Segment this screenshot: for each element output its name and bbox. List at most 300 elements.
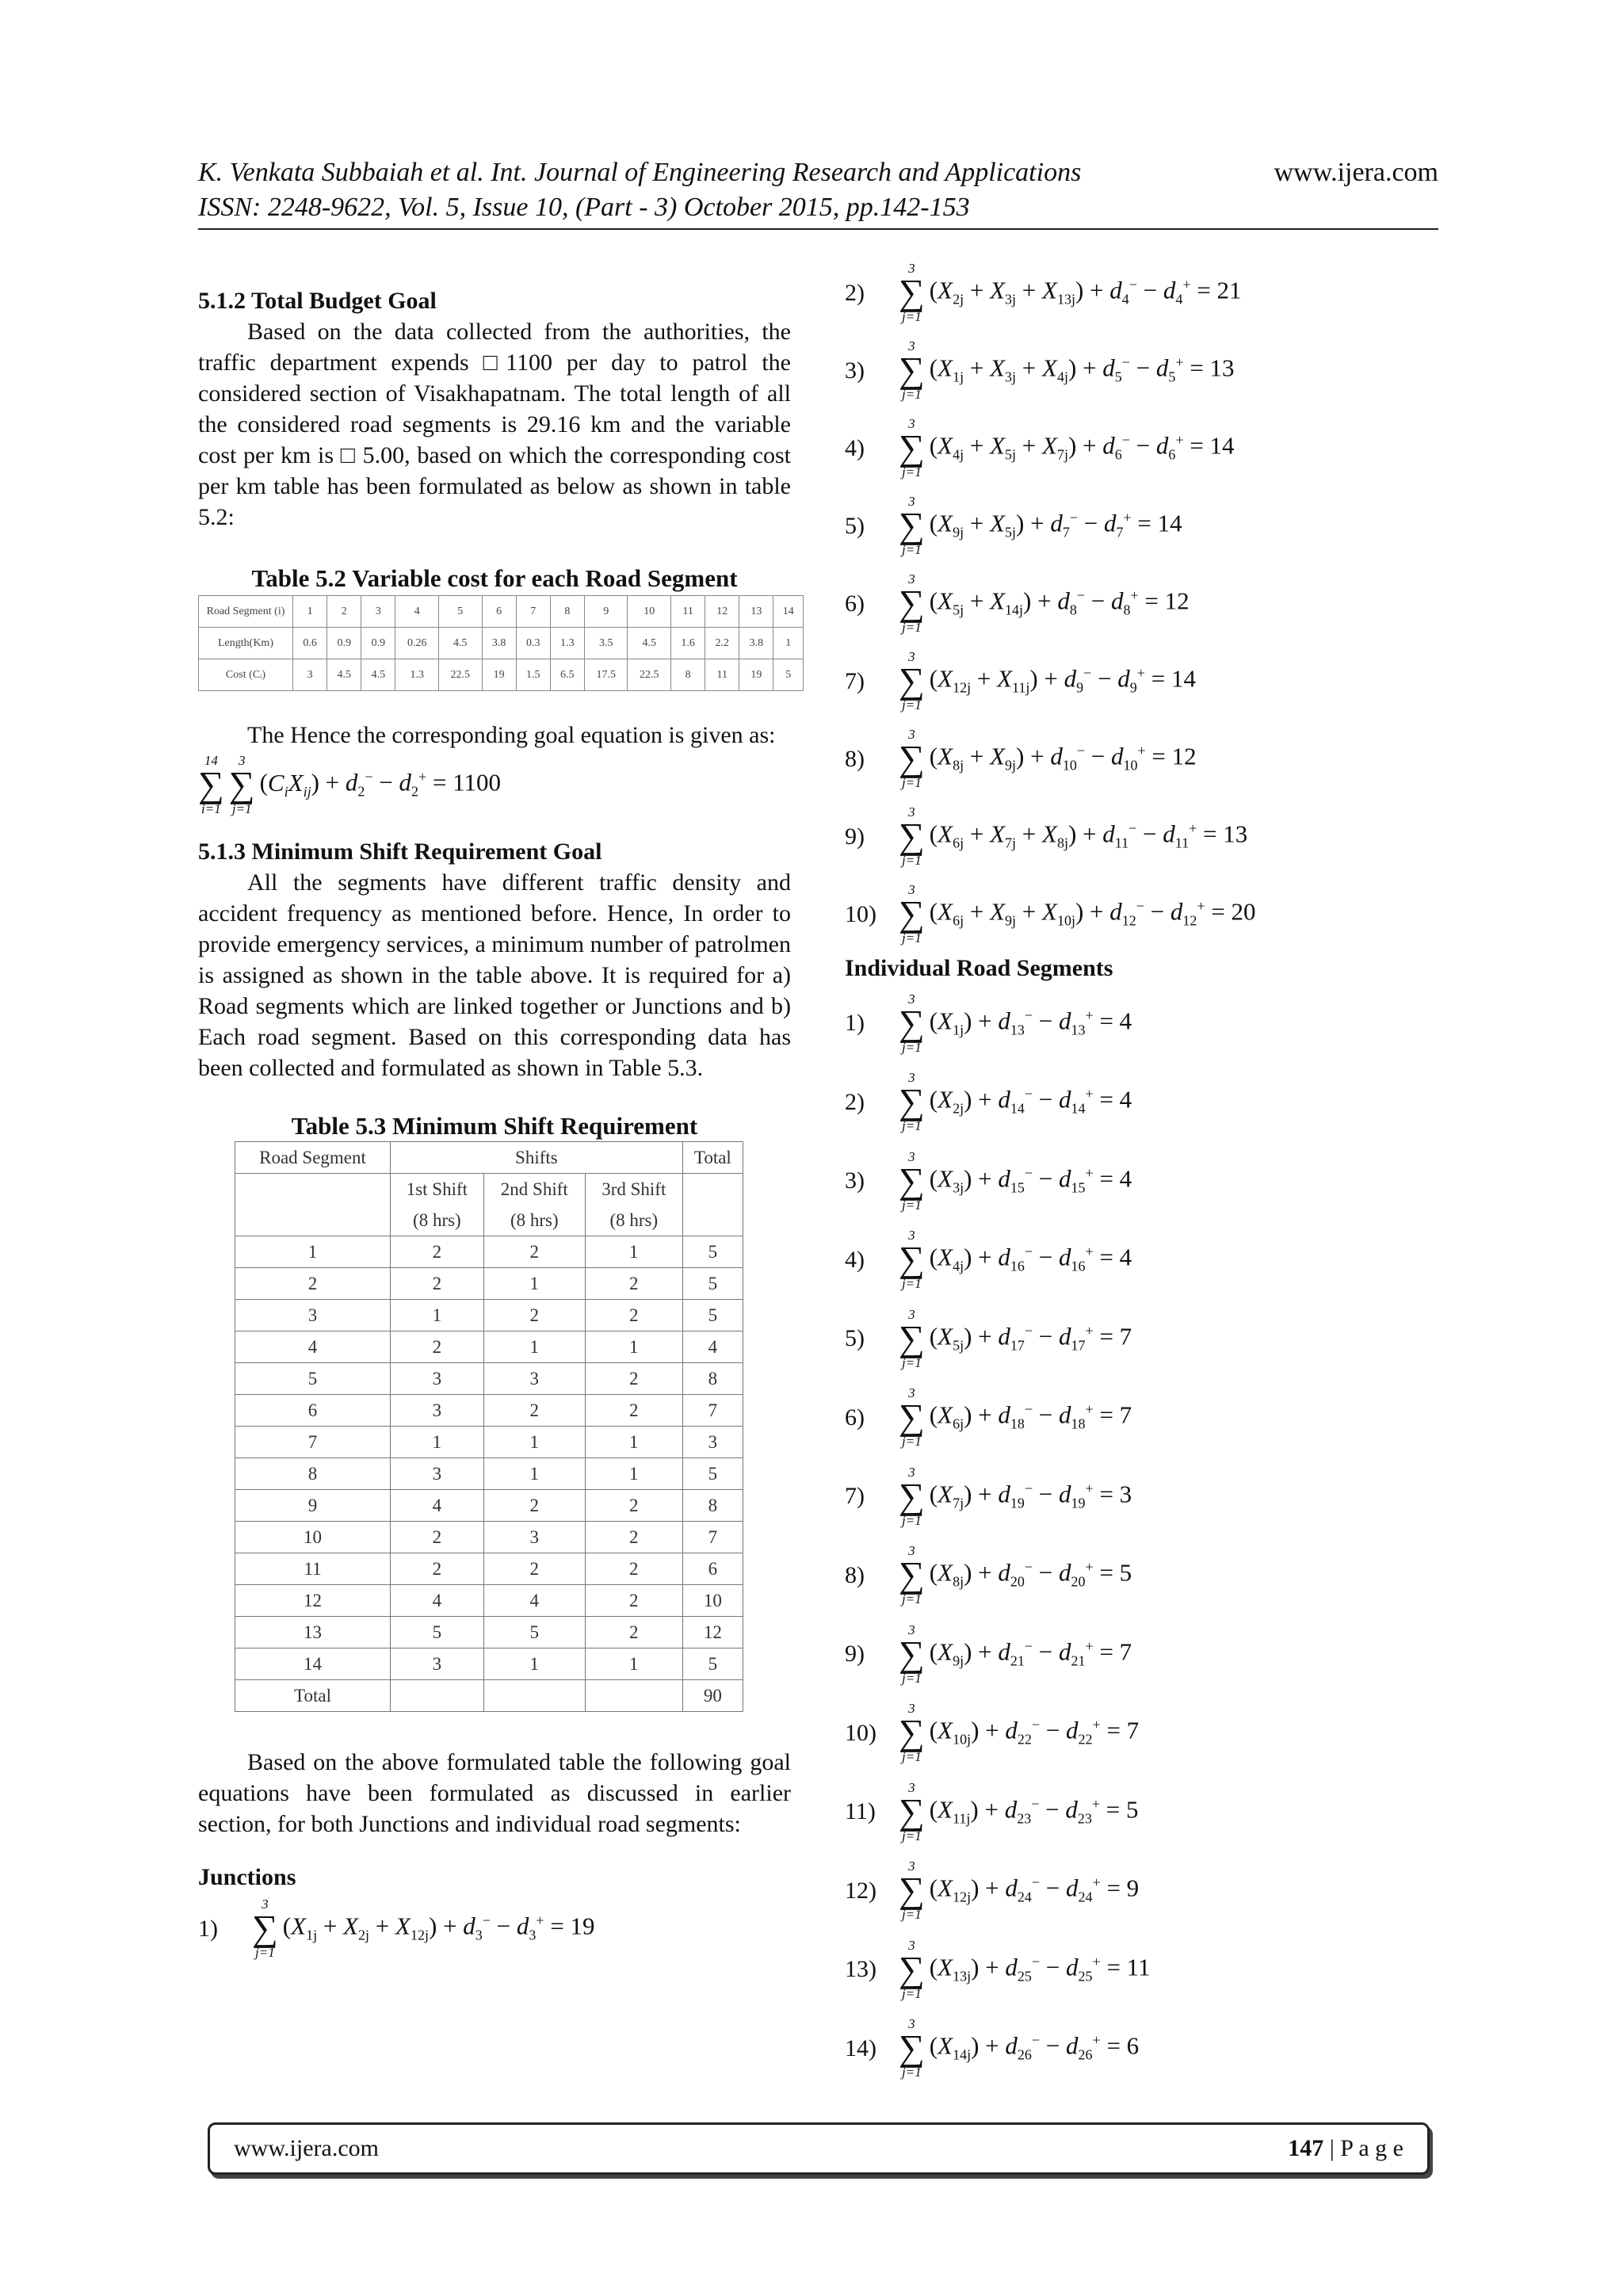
table-row [235, 1268, 743, 1300]
table-cell: 2 [483, 1553, 585, 1585]
table-cell: 5 [235, 1363, 391, 1395]
summation-symbol [899, 1939, 925, 2000]
after-table-text: Based on the above formulated table the following goal equations have been formulated as discussed in earlier section, for both Junctions and individual road segments: [198, 1749, 791, 1837]
summation-symbol [899, 1465, 925, 1527]
table-cell: 17.5 [584, 659, 628, 691]
equation-rhs: 7 [1126, 1716, 1140, 1744]
table-row [235, 1553, 743, 1585]
table-cell: 2 [235, 1268, 391, 1300]
header-authors-journal: K. Venkata Subbaiah et al. Int. Journal of Engineering Research and Applications [198, 158, 1082, 187]
table-row [235, 1458, 743, 1490]
table-cell: Road Segment (i) [199, 596, 293, 628]
equation-number: 11) [845, 1798, 876, 1825]
table-row [235, 1300, 743, 1331]
junctions-heading: Junctions [198, 1864, 296, 1890]
sigma-glyph: ∑ [899, 505, 925, 545]
summation-symbol [899, 572, 925, 634]
junction-equation [845, 642, 1447, 720]
junction-equation [845, 331, 1447, 409]
table-cell: 0.6 [293, 628, 327, 659]
equation-body: $(X_{1j} + X_{3j} + X_{4j}) + d_5^- - d_5^+ = 13$ [929, 353, 1235, 385]
table-cell: 4 [235, 1331, 391, 1363]
junction-equations-left [198, 1893, 791, 1964]
sum-lower-limit: j=1 [902, 620, 922, 635]
summation-symbol [899, 262, 925, 323]
equation-body: $(X_{2j} + X_{3j} + X_{13j}) + d_4^- - d_4^+ = 21$ [929, 276, 1242, 308]
segment-equation [845, 1378, 1447, 1457]
sigma-glyph: ∑ [899, 660, 925, 701]
sum-upper-limit: 3 [908, 1543, 915, 1559]
section-body-513: All the segments have different traffic density and accident frequency as mentioned before. Hence, In order to provide emergency services, a minimum number of patrolmen is assigned as shown in the table above. It is required for a) Road segments which are linked together or Junctions and b) Each road segment. Based on this corresponding data has been collected and formulated as shown in Table 5.3. [198, 869, 791, 1081]
equation-body: $(X_{5j}) + d_{17}^- - d_{17}^+ = 7$ [929, 1322, 1132, 1354]
sum-upper-limit: 3 [908, 1070, 915, 1086]
junction-equation [198, 1893, 791, 1964]
table-cell: 1.6 [671, 628, 705, 659]
equation-number: 6) [845, 1404, 865, 1431]
col-total: Total [682, 1142, 743, 1174]
table-cell: 22.5 [438, 659, 482, 691]
sum-upper-limit: 3 [908, 1385, 915, 1401]
table-cell: 2 [585, 1268, 682, 1300]
table-cell: 9 [235, 1490, 391, 1522]
table-cell: 10 [628, 596, 671, 628]
sum-lower-limit: j=1 [902, 1354, 922, 1370]
table-cell: 1 [585, 1458, 682, 1490]
sum-upper-limit: 3 [908, 1937, 915, 1953]
page-footer [208, 2122, 1430, 2175]
equation-rhs: 4 [1119, 1164, 1132, 1193]
summation-symbol [899, 1228, 925, 1290]
page-number: 147 [1288, 2135, 1324, 2161]
segment-equation [845, 1063, 1447, 1142]
segment-equation [845, 1457, 1447, 1536]
table-cell: 19 [482, 659, 516, 691]
equation-rhs: 6 [1126, 2031, 1140, 2060]
sum-upper-limit: 3 [908, 804, 915, 819]
table-cell: 2 [585, 1490, 682, 1522]
table-cell: 2 [483, 1395, 585, 1427]
table-cell: 3.8 [482, 628, 516, 659]
segment-equations [845, 984, 1447, 2088]
table-row [235, 1331, 743, 1363]
equation-rhs: 4 [1119, 1243, 1132, 1271]
table-cell: 1 [483, 1648, 585, 1680]
sigma-glyph: ∑ [899, 1790, 925, 1832]
equation-body: $(X_{13j}) + d_{25}^- - d_{25}^+ = 11$ [929, 1953, 1151, 1985]
table-cell: 4 [395, 596, 439, 628]
table-cell: 2.2 [705, 628, 739, 659]
sigma-glyph: ∑ [899, 1554, 925, 1595]
table-cell: 0.9 [327, 628, 361, 659]
equation-rhs: 19 [570, 1912, 595, 1940]
segment-equation [845, 1536, 1447, 1615]
summation-symbol [899, 495, 925, 556]
table-cell: Length(Km) [199, 628, 293, 659]
sum-lower-limit: j=1 [902, 464, 922, 479]
table-cell: 2 [391, 1236, 484, 1268]
equation-number: 14) [845, 2034, 876, 2061]
table-row [235, 1363, 743, 1395]
summation-symbol [899, 1623, 925, 1685]
table-cell: 1 [585, 1427, 682, 1458]
table-row [235, 1585, 743, 1617]
shift1-label: 1st Shift [406, 1179, 468, 1199]
sum-lower-limit: j=1 [902, 853, 922, 868]
table-cell: 2 [391, 1553, 484, 1585]
equation-body: $(X_{14j}) + d_{26}^- - d_{26}^+ = 6$ [929, 2031, 1140, 2063]
table-cell: 0.9 [361, 628, 395, 659]
equation-rhs: 7 [1119, 1322, 1132, 1350]
sum-lower-limit: j=1 [902, 1512, 922, 1528]
equation-number: 4) [845, 434, 865, 461]
sum-lower-limit: j=1 [902, 1039, 922, 1055]
summation-symbol [899, 1308, 925, 1370]
equation-number: 10) [845, 900, 876, 927]
sum-upper-limit: 3 [908, 882, 915, 897]
equation-body: $(X_{4j}) + d_{16}^- - d_{16}^+ = 4$ [929, 1243, 1132, 1274]
table-cell: 7 [682, 1395, 743, 1427]
sum-lower-limit: j=1 [902, 2065, 922, 2080]
table-cell: 3 [483, 1522, 585, 1553]
equation-rhs: 12 [1171, 742, 1197, 770]
equation-body: $(X_{9j} + X_{5j}) + d_7^- - d_7^+ = 14$ [929, 509, 1182, 541]
table-cell: 3 [391, 1458, 484, 1490]
table-row [235, 1522, 743, 1553]
sum-lower-limit: j=1 [902, 309, 922, 324]
equation-rhs: 13 [1209, 353, 1235, 382]
sum-limit: 3 [238, 753, 246, 768]
segment-equation [845, 1772, 1447, 1851]
table-cell: 2 [585, 1363, 682, 1395]
table-cell: 3.8 [739, 628, 773, 659]
equation-rhs: 5 [1119, 1558, 1132, 1587]
summation-symbol [899, 728, 925, 789]
table-cell: 19 [739, 659, 773, 691]
table-cell: 8 [550, 596, 584, 628]
col-road-segment: Road Segment [235, 1142, 391, 1174]
table-cell: 1 [585, 1236, 682, 1268]
sum-limit: j=1 [231, 801, 252, 816]
equation-number: 2) [845, 279, 865, 306]
sigma-glyph: ∑ [899, 583, 925, 623]
equation-body: $(X_{9j}) + d_{21}^- - d_{21}^+ = 7$ [929, 1637, 1132, 1669]
segment-equation [845, 1221, 1447, 1300]
table-cell: 2 [483, 1490, 585, 1522]
equation-rhs: 13 [1223, 819, 1248, 848]
table-cell: 14 [773, 596, 804, 628]
equation-body: $(X_{6j}) + d_{18}^- - d_{18}^+ = 7$ [929, 1400, 1132, 1432]
total-value: 90 [682, 1680, 743, 1712]
sigma-glyph: ∑ [899, 272, 925, 312]
table-cell: 0.26 [395, 628, 439, 659]
summation-symbol [899, 1386, 925, 1448]
sum-upper-limit: 3 [908, 2016, 915, 2032]
sum-lower-limit: j=1 [902, 1907, 922, 1923]
table-cell: 5 [682, 1458, 743, 1490]
sum-upper-limit: 3 [908, 1701, 915, 1717]
equation-body: $(X_{11j}) + d_{23}^- - d_{23}^+ = 5$ [929, 1795, 1139, 1827]
table-cell: 1 [391, 1427, 484, 1458]
equation-rhs: 4 [1119, 1007, 1132, 1035]
table-cell: 3 [391, 1395, 484, 1427]
sum-lower-limit: j=1 [902, 697, 922, 712]
table-cell: 10 [235, 1522, 391, 1553]
segment-equation [845, 2009, 1447, 2088]
left-column [198, 285, 794, 1964]
equation-body: $(X_{1j}) + d_{13}^- - d_{13}^+ = 4$ [929, 1007, 1132, 1038]
segment-equation [845, 1694, 1447, 1773]
equation-body: $(X_{12j} + X_{11j}) + d_9^- - d_9^+ = 14$ [929, 664, 1196, 696]
sum-upper-limit: 3 [908, 1779, 915, 1795]
summation-symbol [899, 1071, 925, 1133]
sum-lower-limit: j=1 [902, 1276, 922, 1292]
table-cell: 9 [584, 596, 628, 628]
table-cell: 8 [682, 1490, 743, 1522]
equation-rhs: 11 [1126, 1953, 1151, 1981]
equation-rhs: 14 [1157, 509, 1182, 537]
table-cell: 2 [585, 1522, 682, 1553]
equation-number: 2) [845, 1088, 865, 1115]
table-cell: 6 [682, 1553, 743, 1585]
table-cell: 5 [391, 1617, 484, 1648]
junction-equations-right [845, 254, 1447, 953]
table-cell: 11 [705, 659, 739, 691]
equation-rhs: 3 [1119, 1480, 1132, 1508]
table-cell: 3 [235, 1300, 391, 1331]
table-row [235, 1395, 743, 1427]
table-cell: 8 [682, 1363, 743, 1395]
table-cell: 1 [483, 1331, 585, 1363]
table-cell: 1 [585, 1648, 682, 1680]
table-cell: 1 [483, 1427, 585, 1458]
total-label: Total [235, 1680, 391, 1712]
header-rule [198, 228, 1438, 230]
sum-lower-limit: j=1 [902, 1591, 922, 1607]
shift3-label: 3rd Shift [601, 1179, 666, 1199]
table-row [199, 628, 804, 659]
table-cell: 1.3 [550, 628, 584, 659]
sigma-glyph: ∑ [899, 1239, 925, 1280]
table-cell: 5 [773, 659, 804, 691]
table-cell: 2 [391, 1268, 484, 1300]
table-cell: 7 [682, 1522, 743, 1553]
sum-lower-limit: j=1 [902, 930, 922, 946]
table-cell: 3 [483, 1363, 585, 1395]
table-cell: 1 [773, 628, 804, 659]
sum-upper-limit: 3 [908, 416, 915, 431]
table-cell: 5 [682, 1268, 743, 1300]
sum-upper-limit: 3 [908, 1464, 915, 1480]
sum-lower-limit: j=1 [902, 1749, 922, 1765]
segment-equation [845, 1141, 1447, 1221]
table-cell: 11 [235, 1553, 391, 1585]
table-cell: 2 [391, 1522, 484, 1553]
table-cell: 3 [682, 1427, 743, 1458]
table-cell: 1 [235, 1236, 391, 1268]
summation-symbol [899, 1859, 925, 1921]
table-cell: 2 [585, 1617, 682, 1648]
sum-lower-limit: j=1 [902, 387, 922, 402]
table-cell: 1.5 [516, 659, 550, 691]
shift-hrs: (8 hrs) [510, 1210, 559, 1230]
equation-body: $(X_{3j}) + d_{15}^- - d_{15}^+ = 4$ [929, 1164, 1132, 1196]
equation-body: $(X_{7j}) + d_{19}^- - d_{19}^+ = 3$ [929, 1480, 1132, 1511]
table-cell: 12 [682, 1617, 743, 1648]
summation-symbol [899, 417, 925, 479]
sigma-glyph: ∑ [899, 738, 925, 778]
equation-body: $(X_{10j}) + d_{22}^- - d_{22}^+ = 7$ [929, 1716, 1140, 1748]
sigma-glyph: ∑ [899, 893, 925, 934]
sum-upper-limit: 3 [908, 571, 915, 586]
table-cell: 10 [682, 1585, 743, 1617]
section-heading-512: 5.1.2 Total Budget Goal [198, 288, 437, 314]
table-cell: 13 [739, 596, 773, 628]
header-url[interactable]: www.ijera.com [1274, 158, 1438, 187]
summation-symbol [899, 2017, 925, 2079]
equation-number: 5) [845, 512, 865, 539]
equation-rhs: 5 [1126, 1795, 1139, 1824]
equation-number: 4) [845, 1246, 865, 1273]
equation-number: 6) [845, 590, 865, 617]
equation-rhs: 7 [1119, 1637, 1132, 1666]
sum-upper-limit: 3 [908, 1622, 915, 1637]
table-cell: 7 [516, 596, 550, 628]
equation-body: $(X_{12j}) + d_{24}^- - d_{24}^+ = 9$ [929, 1874, 1140, 1905]
equation-rhs: 20 [1231, 897, 1256, 926]
table-cell: 6 [235, 1395, 391, 1427]
table-row [235, 1490, 743, 1522]
sigma-glyph: ∑ [899, 1396, 925, 1438]
table-cell: 8 [235, 1458, 391, 1490]
equation-body: $(X_{6j} + X_{9j} + X_{10j}) + d_{12}^- - d_{12}^+ = 20$ [929, 897, 1256, 929]
equation-body: $(X_{5j} + X_{14j}) + d_8^- - d_8^+ = 12$ [929, 586, 1190, 618]
equation-number: 13) [845, 1956, 876, 1983]
sum-upper-limit: 3 [908, 1306, 915, 1322]
sum-lower-limit: j=1 [902, 1118, 922, 1134]
col-shifts: Shifts [391, 1142, 683, 1174]
summation-symbol [899, 883, 925, 945]
table-cell: 3 [293, 659, 327, 691]
equation-rhs: 14 [1209, 431, 1235, 460]
header-issn: ISSN: 2248-9622, Vol. 5, Issue 10, (Part - 3) October 2015, pp.142-153 [198, 193, 970, 223]
equation-body: $(X_{8j} + X_{9j}) + d_{10}^- - d_{10}^+ = 12$ [929, 742, 1197, 774]
segment-equation [845, 1930, 1447, 2009]
sigma-glyph: ∑ [899, 1002, 925, 1043]
sum-lower-limit: j=1 [902, 542, 922, 557]
right-column [845, 254, 1447, 2088]
junction-equation [845, 409, 1447, 487]
sigma-glyph: ∑ [899, 427, 925, 468]
section-body-512: Based on the data collected from the authorities, the traffic department expends □1100 per day to patrol the considered section of Visakhapatnam. The total length of all the considered road segments is 29.16 km and the variable cost per km is □ 5.00, based on which the corresponding cost per km table has been formulated as below as shown in table 5.2: [198, 319, 791, 530]
sum-lower-limit: j=1 [902, 1197, 922, 1213]
table-cell: 4.5 [628, 628, 671, 659]
sum-limit: 14 [204, 753, 218, 768]
min-shift-table [235, 1141, 743, 1712]
sum-upper-limit: 3 [908, 727, 915, 742]
table-cell: 2 [585, 1585, 682, 1617]
sum-lower-limit: j=1 [902, 1985, 922, 2001]
equation-number: 10) [845, 1719, 876, 1746]
table-cell: Cost (Cᵢ) [199, 659, 293, 691]
table-cell: 11 [671, 596, 705, 628]
table-cell: 1 [483, 1268, 585, 1300]
sum-upper-limit: 3 [908, 649, 915, 664]
table-cell: 12 [705, 596, 739, 628]
junction-equation [845, 487, 1447, 564]
table-cell: 3 [391, 1363, 484, 1395]
table-cell: 5 [483, 1617, 585, 1648]
table-row [235, 1236, 743, 1268]
equation-number: 1) [198, 1915, 218, 1942]
equation-number: 8) [845, 745, 865, 772]
sigma-glyph: ∑ [899, 1317, 925, 1358]
equation-number: 1) [845, 1010, 865, 1037]
table-row [235, 1648, 743, 1680]
equation-number: 9) [845, 1641, 865, 1668]
table-cell: 6 [482, 596, 516, 628]
table-cell: 5 [682, 1648, 743, 1680]
table-cell: 13 [235, 1617, 391, 1648]
table-cell: 1 [585, 1331, 682, 1363]
equation-number: 7) [845, 1483, 865, 1510]
segments-heading: Individual Road Segments [845, 955, 1113, 981]
table-cell: 7 [235, 1427, 391, 1458]
sum-upper-limit: 3 [908, 1148, 915, 1164]
table-cell: 3 [361, 596, 395, 628]
table-row [235, 1617, 743, 1648]
table-cell: 3 [391, 1648, 484, 1680]
sigma-glyph: ∑ [899, 1081, 925, 1122]
equation-number: 3) [845, 357, 865, 384]
junction-equation [845, 254, 1447, 331]
junction-equation [845, 875, 1447, 953]
equation-number: 9) [845, 823, 865, 850]
table-cell: 5 [682, 1236, 743, 1268]
table-cell: 12 [235, 1585, 391, 1617]
summation-symbol [252, 1897, 278, 1959]
junction-equation [845, 797, 1447, 875]
segment-equation [845, 1299, 1447, 1378]
sum-lower-limit: j=1 [902, 775, 922, 790]
equation-number: 5) [845, 1325, 865, 1352]
segment-equation [845, 1614, 1447, 1694]
table-cell: 2 [327, 596, 361, 628]
table-cell: 8 [671, 659, 705, 691]
equation-number: 12) [845, 1877, 876, 1904]
equation-body: $(X_{1j} + X_{2j} + X_{12j}) + d_3^- - d_3^+ = 19$ [282, 1912, 595, 1943]
running-header [198, 155, 1438, 225]
section-heading-513: 5.1.3 Minimum Shift Requirement Goal [198, 839, 602, 865]
footer-url[interactable]: www.ijera.com [234, 2135, 379, 2161]
table-cell: 1 [483, 1458, 585, 1490]
sum-upper-limit: 3 [908, 991, 915, 1007]
sigma-glyph: ∑ [899, 1948, 925, 1989]
summation-symbol [899, 1781, 925, 1843]
budget-goal-equation: 14 ∑ i=1 3 ∑ j=1 $(C_iX_{ij}) + d_2^- - d_2^+ = 1100$ [198, 753, 502, 816]
equation-number: 7) [845, 667, 865, 694]
sum-lower-limit: j=1 [902, 1434, 922, 1450]
table-cell: 5 [438, 596, 482, 628]
sum-upper-limit: 3 [908, 1859, 915, 1874]
sum-upper-limit: 3 [908, 261, 915, 276]
table-cell: 2 [483, 1300, 585, 1331]
equation-number: 3) [845, 1167, 865, 1194]
table-cell: 3.5 [584, 628, 628, 659]
table-cell: 4 [483, 1585, 585, 1617]
summation-symbol [899, 1702, 925, 1763]
table-cell: 5 [682, 1300, 743, 1331]
equation-rhs: 14 [1170, 664, 1196, 693]
